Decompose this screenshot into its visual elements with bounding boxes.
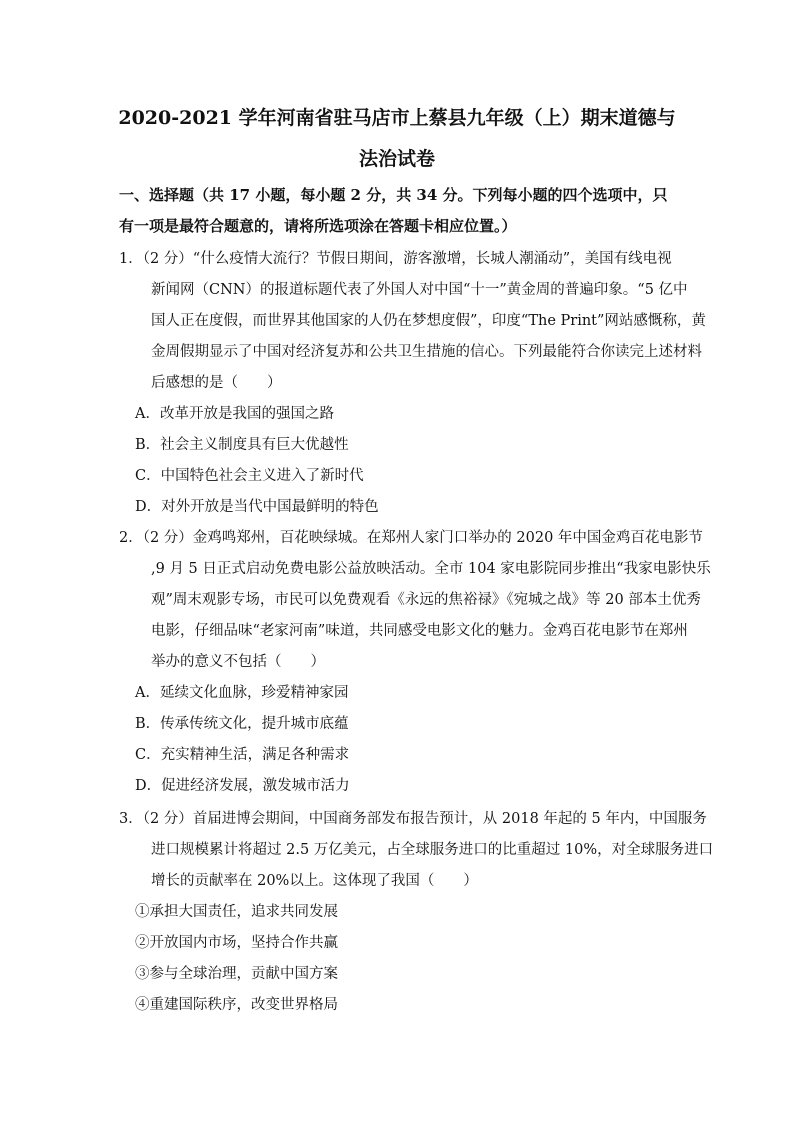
question-1-line-5: 后感想的是（ ）	[151, 375, 282, 391]
question-2-line-4: 电影，仔细品味“老家河南”味道，共同感受电影文化的魅力。金鸡百花电影节在郑州	[151, 623, 688, 639]
document-title-line-2: 法治试卷	[358, 148, 435, 170]
question-1-option-d: D．对外开放是当代中国最鲜明的特色	[135, 499, 379, 515]
question-1-option-c: C．中国特色社会主义进入了新时代	[135, 468, 364, 484]
question-3-option-3: ③参与全球治理，贡献中国方案	[135, 966, 338, 982]
question-1-line-4: 金周假期显示了中国对经济复苏和公共卫生措施的信心。下列最能符合你读完上述材料	[151, 344, 702, 360]
question-2-option-b: B．传承传统文化，提升城市底蕴	[135, 716, 349, 732]
question-1-option-b: B．社会主义制度具有巨大优越性	[135, 437, 349, 453]
question-2-line-3: 观”周末观影专场，市民可以免费观看《永远的焦裕禄》《宛城之战》等 20 部本土优秀	[151, 592, 701, 608]
question-3-option-4: ④重建国际秩序，改变世界格局	[135, 997, 338, 1013]
question-1-line-2: 新闻网（CNN）的报道标题代表了外国人对中国“十一”黄金周的普遍印象。“5 亿中	[151, 282, 688, 298]
question-1-line-3: 国人正在度假，而世界其他国家的人仍在梦想度假”，印度“The Print”网站感慨称，黄	[151, 313, 706, 329]
question-2-line-5: 举办的意义不包括（ ）	[151, 654, 325, 670]
question-2-line-1: 2．（2 分）金鸡鸣郑州，百花映绿城。在郑州人家门口举办的 2020 年中国金鸡百花电影节	[119, 530, 703, 546]
question-3-line-2: 进口规模累计将超过 2.5 万亿美元，占全球服务进口的比重超过 10%，对全球服务进口	[151, 842, 714, 858]
section-heading: 一、选择题（共 17 小题，每小题 2 分，共 34 分。下列每小题的四个选项中，只有一项是最符合题意的，请将所选项涂在答题卡相应位置。）	[119, 186, 668, 235]
question-1-option-a: A．改革开放是我国的强国之路	[135, 406, 334, 422]
question-2-option-a: A．延续文化血脉，珍爱精神家园	[135, 685, 349, 701]
question-2-option-d: D．促进经济发展，激发城市活力	[135, 778, 350, 794]
question-3-option-2: ②开放国内市场，坚持合作共赢	[135, 935, 338, 951]
question-1-line-1: 1．（2 分）“什么疫情大流行？节假日期间，游客激增，长城人潮涌动”，美国有线电视	[119, 251, 672, 267]
document-title-line-1: 2020-2021 学年河南省驻马店市上蔡县九年级（上）期末道德与	[118, 107, 676, 129]
question-3-line-1: 3．（2 分）首届进博会期间，中国商务部发布报告预计，从 2018 年起的 5 年内，中国服务	[119, 811, 707, 827]
question-2-option-c: C．充实精神生活，满足各种需求	[135, 747, 350, 763]
question-3-option-1: ①承担大国责任，追求共同发展	[135, 904, 338, 920]
question-3-line-3: 增长的贡献率在 20%以上。这体现了我国（ ）	[151, 873, 478, 889]
question-2-line-2: ,9 月 5 日正式启动免费电影公益放映活动。全市 104 家电影院同步推出“我家电影快乐	[151, 561, 711, 577]
